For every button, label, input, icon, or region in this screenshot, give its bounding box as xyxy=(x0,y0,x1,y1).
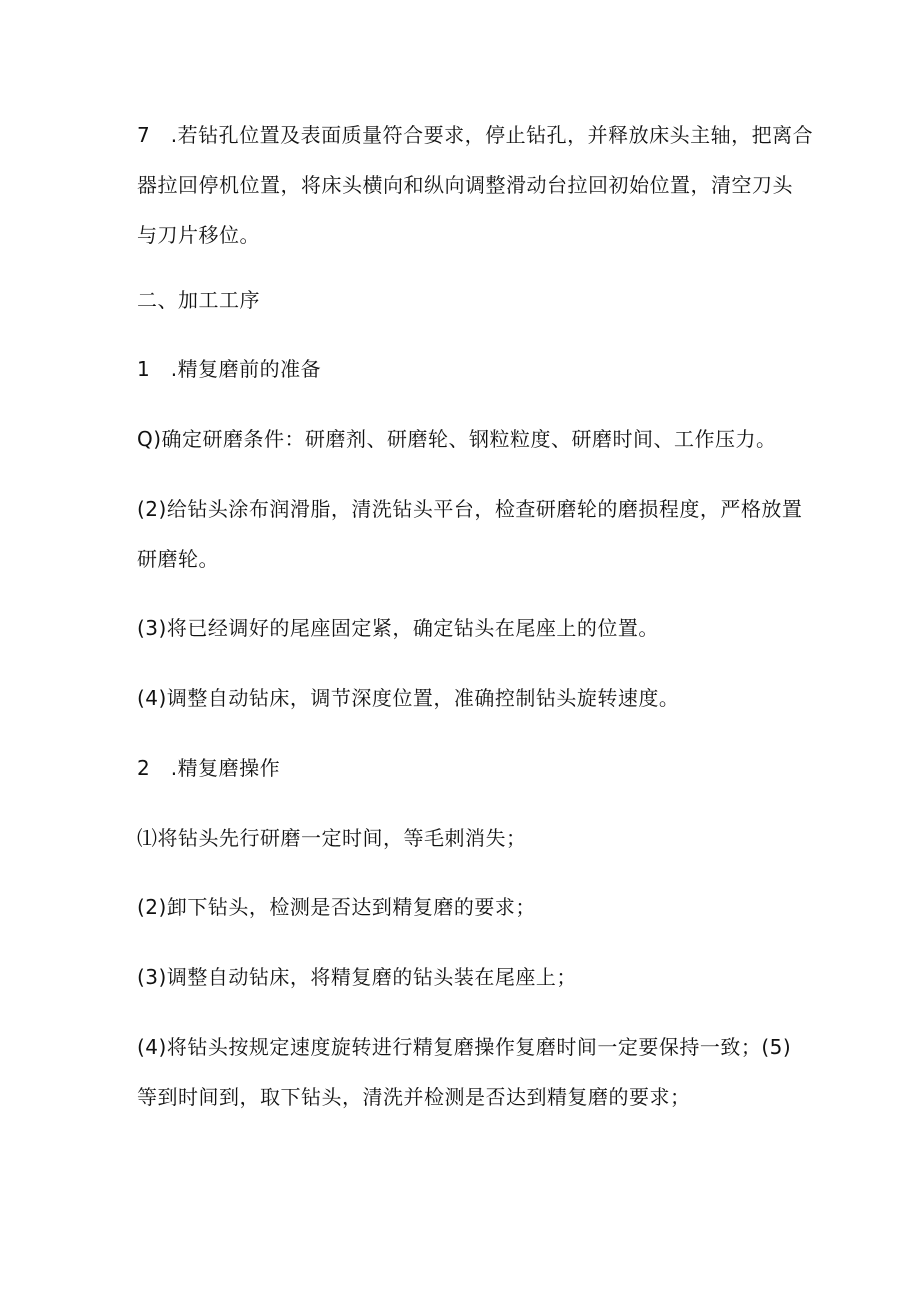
text-line: 7 .若钻孔位置及表面质量符合要求，停止钻孔，并释放床头主轴，把离合 xyxy=(137,123,814,147)
text-line: (3)调整自动钻床，将精复磨的钻头装在尾座上； xyxy=(137,965,577,989)
subheading-preparation xyxy=(137,344,787,394)
section-heading-text: 二、加工工序 xyxy=(137,288,260,312)
text-line: (4)将钻头按规定速度旋转进行精复磨操作复磨时间一定要保持一致；(5) xyxy=(137,1035,792,1059)
list-item xyxy=(137,414,787,464)
text-line: (4)调整自动钻床，调节深度位置，准确控制钻头旋转速度。 xyxy=(137,686,680,710)
text-line: (3)将已经调好的尾座固定紧，确定钻头在尾座上的位置。 xyxy=(137,616,659,640)
list-item xyxy=(137,882,787,932)
subheading-text: 2 .精复磨操作 xyxy=(137,756,281,780)
list-item xyxy=(137,603,787,653)
list-item xyxy=(137,1022,792,1122)
text-line: 等到时间到，取下钻头，清洗并检测是否达到精复磨的要求； xyxy=(137,1085,691,1109)
text-line: Q)确定研磨条件：研磨剂、研磨轮、钢粒粒度、研磨时间、工作压力。 xyxy=(137,427,777,451)
text-line: ⑴将钻头先行研磨一定时间，等毛刺消失； xyxy=(137,826,527,850)
list-item xyxy=(137,813,787,863)
section-heading xyxy=(137,275,787,325)
subheading-operation xyxy=(137,743,787,793)
text-line: (2)给钻头涂布润滑脂，清洗钻头平台，检查研磨轮的磨损程度，严格放置 xyxy=(137,497,803,521)
subheading-text: 1 .精复磨前的准备 xyxy=(137,357,322,381)
text-line: 器拉回停机位置，将床头横向和纵向调整滑动台拉回初始位置，清空刀头 xyxy=(137,173,793,197)
text-line: 研磨轮。 xyxy=(137,547,219,571)
text-line: 与刀片移位。 xyxy=(137,223,260,247)
paragraph-step-7 xyxy=(137,110,814,260)
list-item xyxy=(137,484,803,584)
list-item xyxy=(137,952,787,1002)
text-line: (2)卸下钻头，检测是否达到精复磨的要求； xyxy=(137,895,536,919)
list-item xyxy=(137,673,787,723)
